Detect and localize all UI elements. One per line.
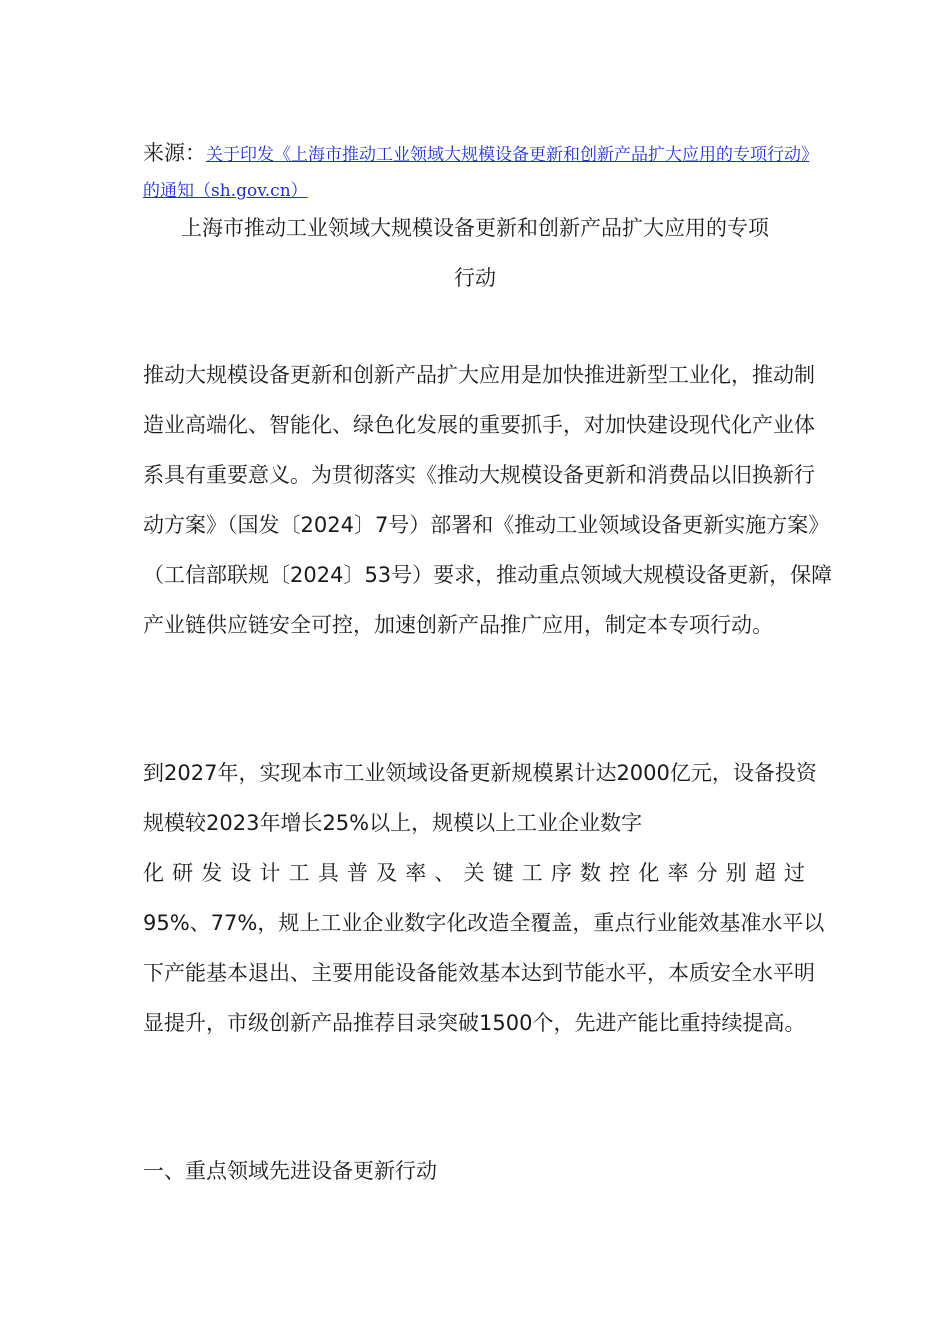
targets-paragraph (143, 748, 833, 1048)
targets-paragraph-justified-line: 化研发设计工具普及率、关键工序数控化率分别超过 (143, 861, 805, 885)
document-title-line2: 行动 (454, 266, 496, 290)
source-label: 来源： (143, 141, 206, 165)
source-line (143, 136, 813, 208)
intro-paragraph: 推动大规模设备更新和创新产品扩大应用是加快推进新型工业化，推动制造业高端化、智能化、绿色化发展的重要抓手，对加快建设现代化产业体系具有重要意义。为贯彻落实《推动大规模设备更新和消费品以旧换新行动方案》（国发〔2024〕7号）部署和《推动工业领域设备更新实施方案》（工信部联规〔2024〕53号）要求，推动重点领域大规模设备更新，保障产业链供应链安全可控，加速创新产品推广应用，制定本专项行动。 (143, 363, 833, 637)
targets-paragraph-part1: 到2027年，实现本市工业领域设备更新规模累计达2000亿元，设备投资规模较2023年增长25%以上，规模以上工业企业数字 (143, 761, 817, 835)
document-title (140, 203, 810, 303)
section-heading-1: 一、重点领域先进设备更新行动 (143, 1159, 437, 1183)
document-title-line1: 上海市推动工业领域大规模设备更新和创新产品扩大应用的专项 (181, 216, 769, 240)
targets-paragraph-part2: 95%、77%，规上工业企业数字化改造全覆盖，重点行业能效基准水平以下产能基本退出、主要用能设备能效基本达到节能水平，本质安全水平明显提升，市级创新产品推荐目录突破1500个，先进产能比重持续提高。 (143, 911, 825, 1035)
source-link[interactable]: 关于印发《上海市推动工业领域大规模设备更新和创新产品扩大应用的专项行动》的通知（sh.gov.cn） (143, 145, 810, 201)
